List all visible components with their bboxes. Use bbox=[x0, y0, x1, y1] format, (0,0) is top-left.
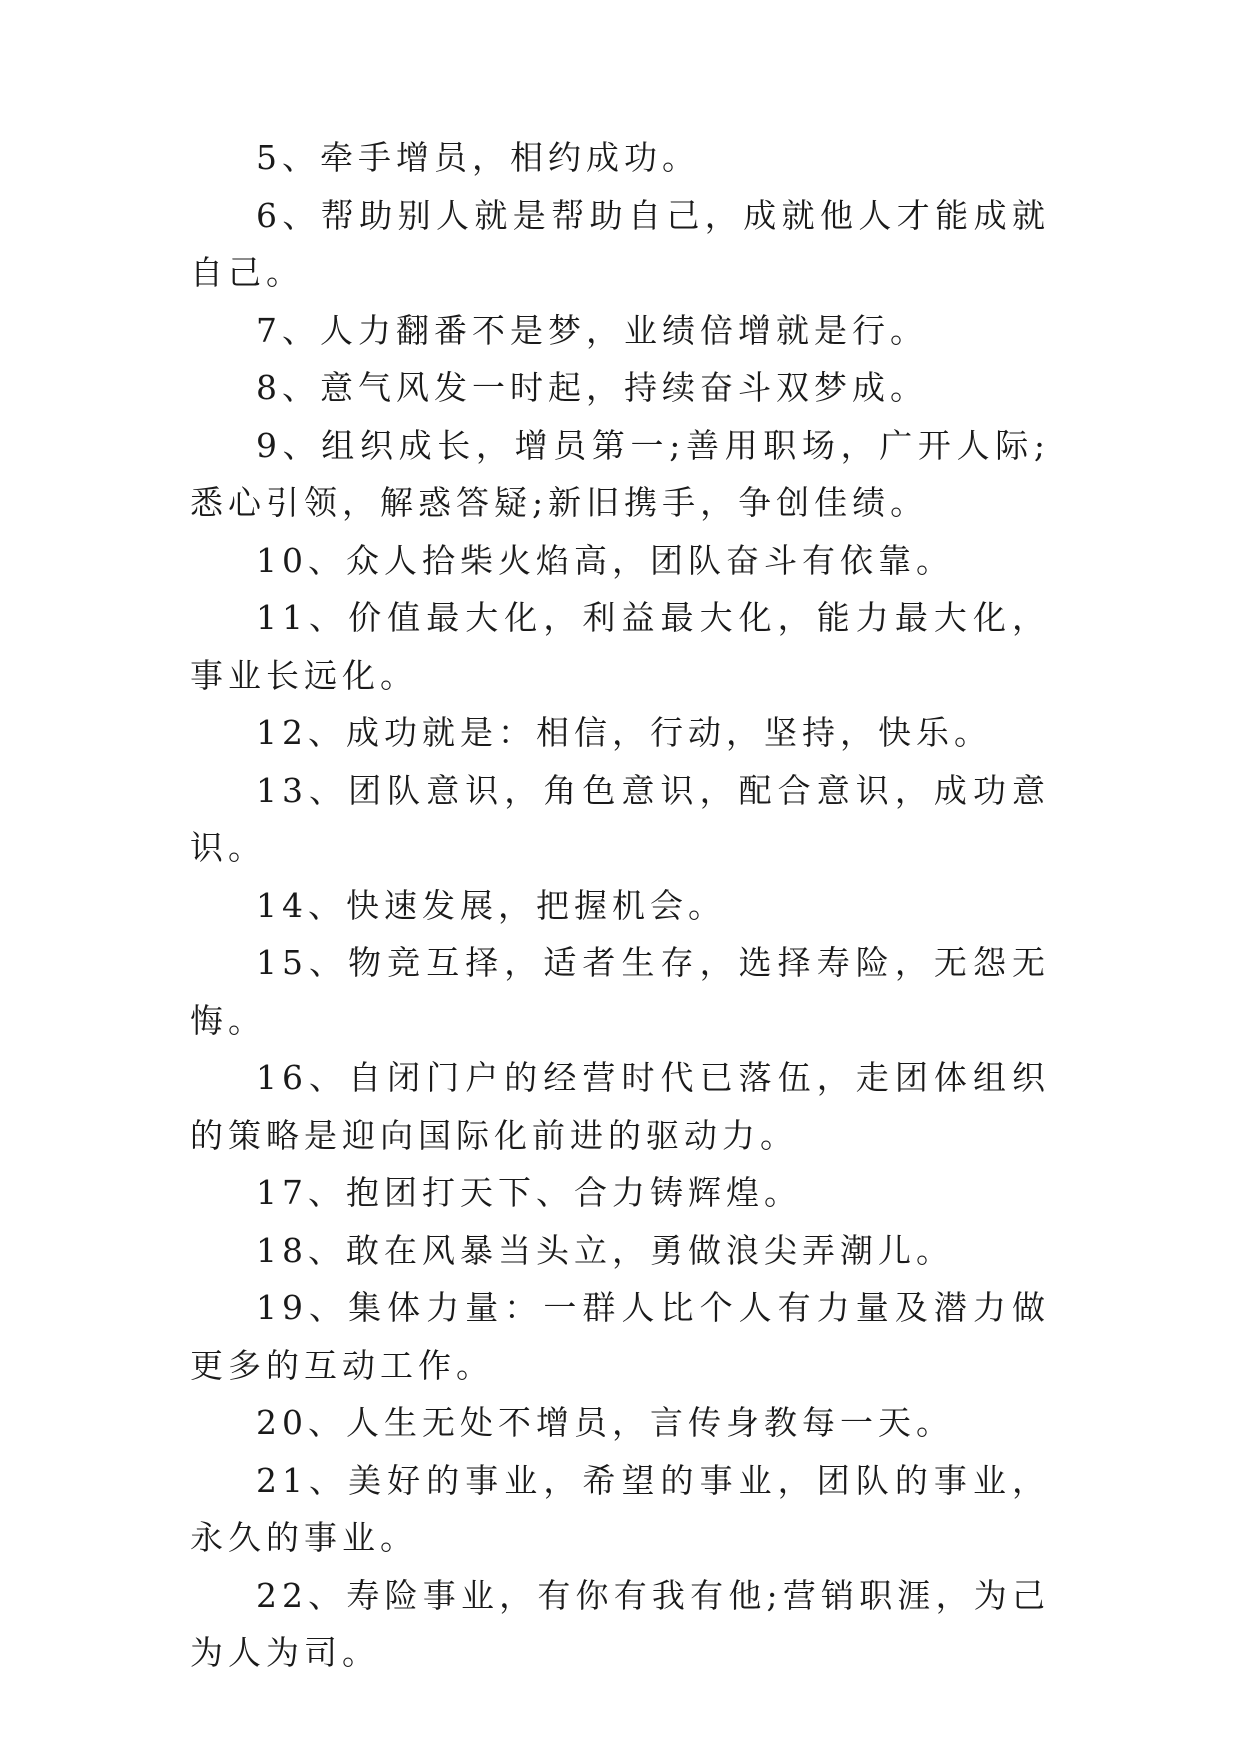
slogan-list bbox=[190, 129, 1050, 1682]
list-item: 9、组织成长，增员第一;善用职场，广开人际;悉心引领，解惑答疑;新旧携手，争创佳绩。 bbox=[190, 425, 1050, 522]
list-item: 17、抱团打天下、合力铸辉煌。 bbox=[256, 1173, 802, 1212]
list-item: 5、牵手增员，相约成功。 bbox=[256, 138, 700, 177]
list-item: 18、敢在风暴当头立，勇做浪尖弄潮儿。 bbox=[256, 1230, 954, 1270]
list-item: 13、团队意识，角色意识，配合意识，成功意识。 bbox=[190, 770, 1050, 867]
list-item: 12、成功就是：相信，行动，坚持，快乐。 bbox=[256, 713, 992, 752]
list-item: 6、帮助别人就是帮助自己，成就他人才能成就自己。 bbox=[190, 195, 1050, 292]
list-item: 16、自闭门户的经营时代已落伍，走团体组织的策略是迎向国际化前进的驱动力。 bbox=[190, 1058, 1050, 1155]
list-item: 19、集体力量：一群人比个人有力量及潜力做更多的互动工作。 bbox=[190, 1288, 1050, 1385]
list-item: 11、价值最大化，利益最大化，能力最大化，事业长远化。 bbox=[190, 598, 1050, 695]
list-item: 20、人生无处不增员，言传身教每一天。 bbox=[256, 1403, 954, 1442]
list-item: 8、意气风发一时起，持续奋斗双梦成。 bbox=[256, 368, 928, 407]
list-item: 10、众人拾柴火焰高，团队奋斗有依靠。 bbox=[256, 540, 954, 580]
list-item: 22、寿险事业，有你有我有他;营销职涯，为己为人为司。 bbox=[190, 1575, 1050, 1672]
list-item: 21、美好的事业，希望的事业，团队的事业，永久的事业。 bbox=[190, 1460, 1050, 1557]
list-item: 7、人力翻番不是梦，业绩倍增就是行。 bbox=[256, 310, 928, 350]
list-item: 14、快速发展，把握机会。 bbox=[256, 885, 726, 925]
list-item: 15、物竞互择，适者生存，选择寿险，无怨无悔。 bbox=[190, 943, 1050, 1040]
